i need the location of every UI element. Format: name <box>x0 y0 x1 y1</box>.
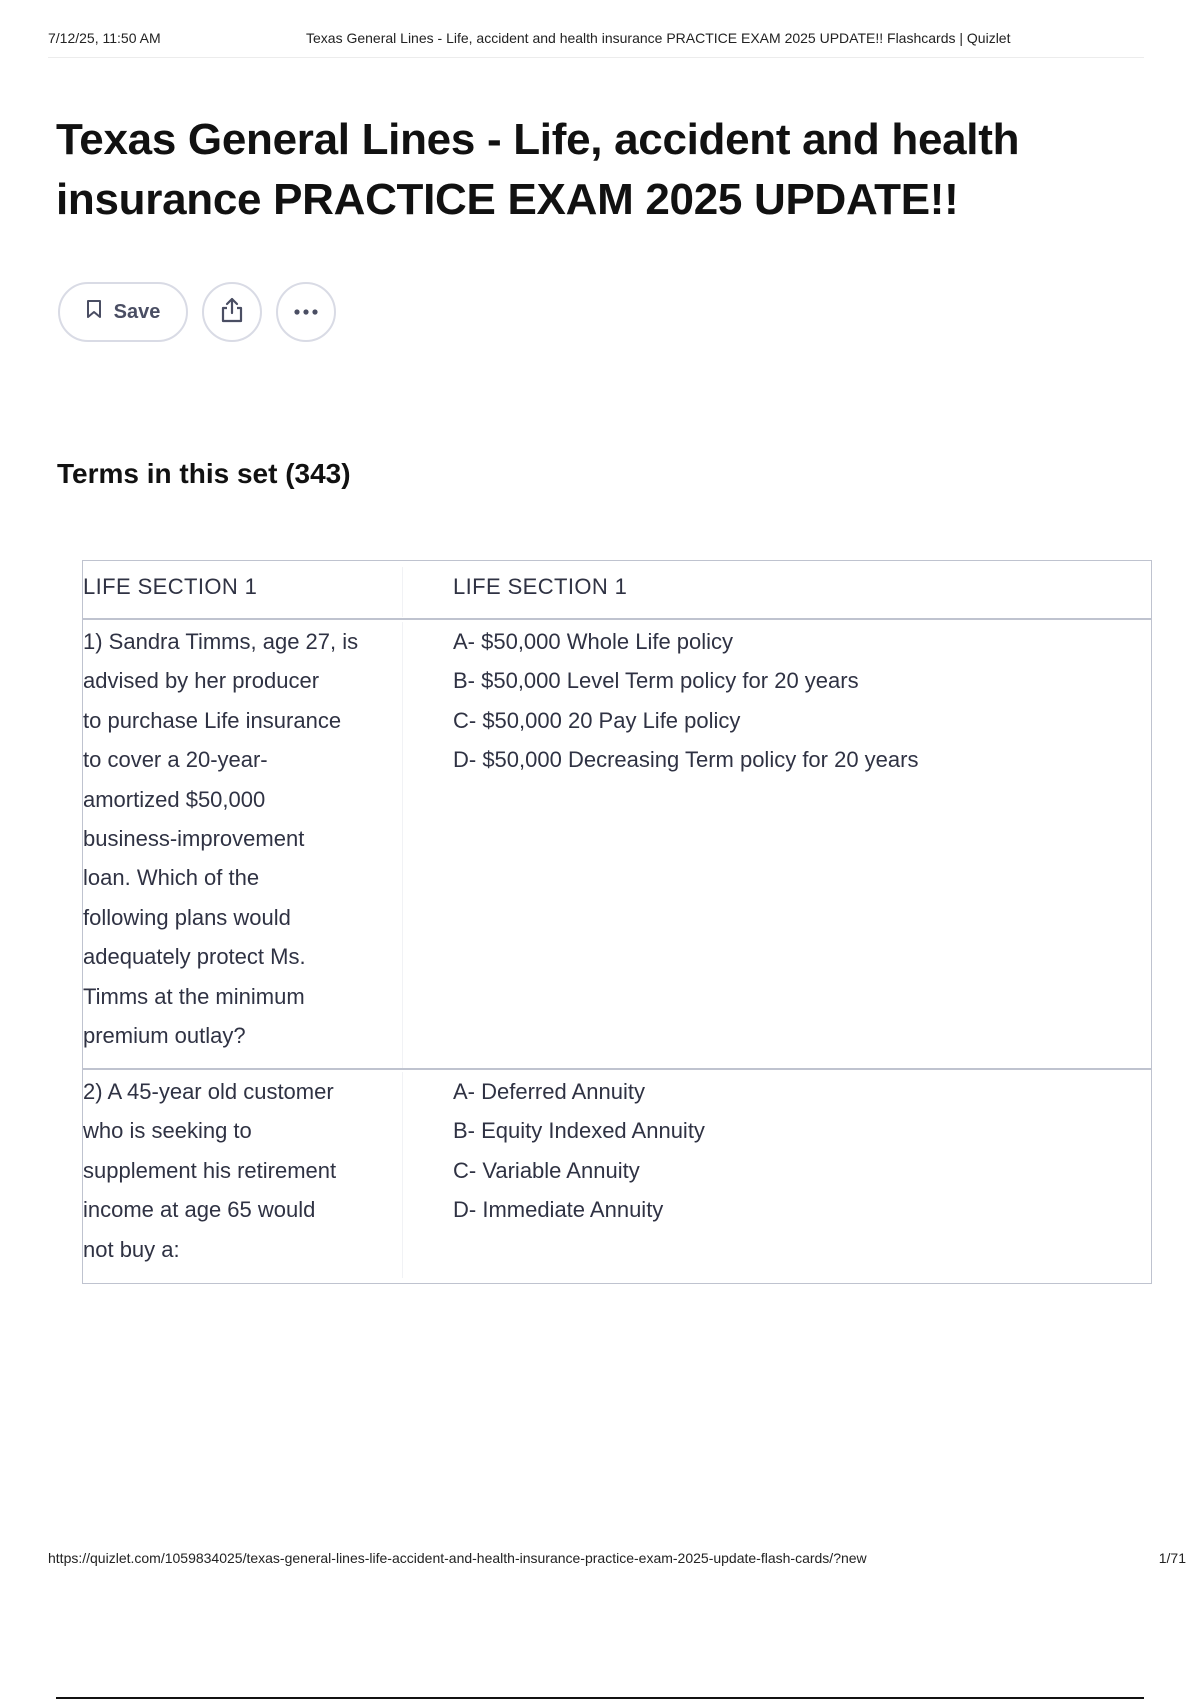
term-line: income at age 65 would <box>83 1197 316 1223</box>
table-row <box>83 1072 1151 1278</box>
print-header <box>48 30 1120 46</box>
share-icon <box>219 296 245 329</box>
row-divider <box>83 1068 1151 1070</box>
flashcard-table <box>82 560 1152 1284</box>
print-footer <box>48 1550 1186 1566</box>
term-line: premium outlay? <box>83 1023 246 1049</box>
term-line: business-improvement <box>83 826 305 852</box>
table-row <box>83 622 1151 1068</box>
term-line: supplement his retirement <box>83 1157 337 1183</box>
term-line: Timms at the minimum <box>83 983 305 1009</box>
term-line: 2) A 45-year old customer <box>83 1079 334 1104</box>
definition-line: D- Immediate Annuity <box>453 1197 664 1223</box>
table-header-row <box>83 567 1151 617</box>
definition-line: B- Equity Indexed Annuity <box>453 1118 705 1144</box>
term-line: not buy a: <box>83 1236 180 1262</box>
terms-heading: Terms in this set (343) <box>57 458 351 489</box>
action-bar <box>58 282 336 342</box>
term-line: following plans would <box>83 904 291 930</box>
share-button[interactable] <box>202 282 262 342</box>
definition-line: C- $50,000 20 Pay Life policy <box>453 707 741 733</box>
term-line: who is seeking to <box>83 1118 252 1144</box>
card-definition <box>453 622 1143 780</box>
more-icon <box>293 303 319 321</box>
term-line: advised by her producer <box>83 668 320 694</box>
page-number: 1/71 <box>1158 1550 1186 1566</box>
term-line: to cover a 20-year- <box>83 747 268 773</box>
save-button-label: Save <box>113 300 161 323</box>
definition-line: B- $50,000 Level Term policy for 20 years <box>453 668 859 694</box>
term-line: amortized $50,000 <box>83 786 266 812</box>
print-url: https://quizlet.com/1059834025/texas-general-lines-life-accident-and-health-insurance-practice-exam-2025-update-flash-cards/?new <box>48 1550 867 1566</box>
page-title: Texas General Lines - Life, accident and health insurance PRACTICE EXAM 2025 UPDATE!! <box>56 115 1020 224</box>
term-line: 1) Sandra Timms, age 27, is <box>83 629 359 654</box>
more-options-button[interactable] <box>276 282 336 342</box>
print-doc-title: Texas General Lines - Life, accident and health insurance PRACTICE EXAM 2025 UPDATE!! Flashcards | Quizlet <box>306 30 1011 46</box>
bookmark-icon <box>86 299 102 325</box>
definition-line: D- $50,000 Decreasing Term policy for 20 years <box>453 747 919 773</box>
term-line: adequately protect Ms. <box>83 944 306 970</box>
header-divider <box>48 57 1144 58</box>
term-column-header: LIFE SECTION 1 <box>83 567 403 617</box>
definition-line: A- $50,000 Whole Life policy <box>453 629 734 654</box>
save-button[interactable] <box>58 282 188 342</box>
definition-line: C- Variable Annuity <box>453 1157 640 1183</box>
definition-line: A- Deferred Annuity <box>453 1079 645 1104</box>
term-line: to purchase Life insurance <box>83 707 342 733</box>
print-date: 7/12/25, 11:50 AM <box>48 30 161 46</box>
bottom-divider <box>56 1697 1144 1699</box>
card-definition <box>453 1072 1143 1230</box>
card-term <box>83 622 403 1068</box>
definition-column-header: LIFE SECTION 1 <box>453 574 628 599</box>
term-line: loan. Which of the <box>83 865 260 891</box>
row-divider <box>83 618 1151 620</box>
card-term <box>83 1072 403 1278</box>
